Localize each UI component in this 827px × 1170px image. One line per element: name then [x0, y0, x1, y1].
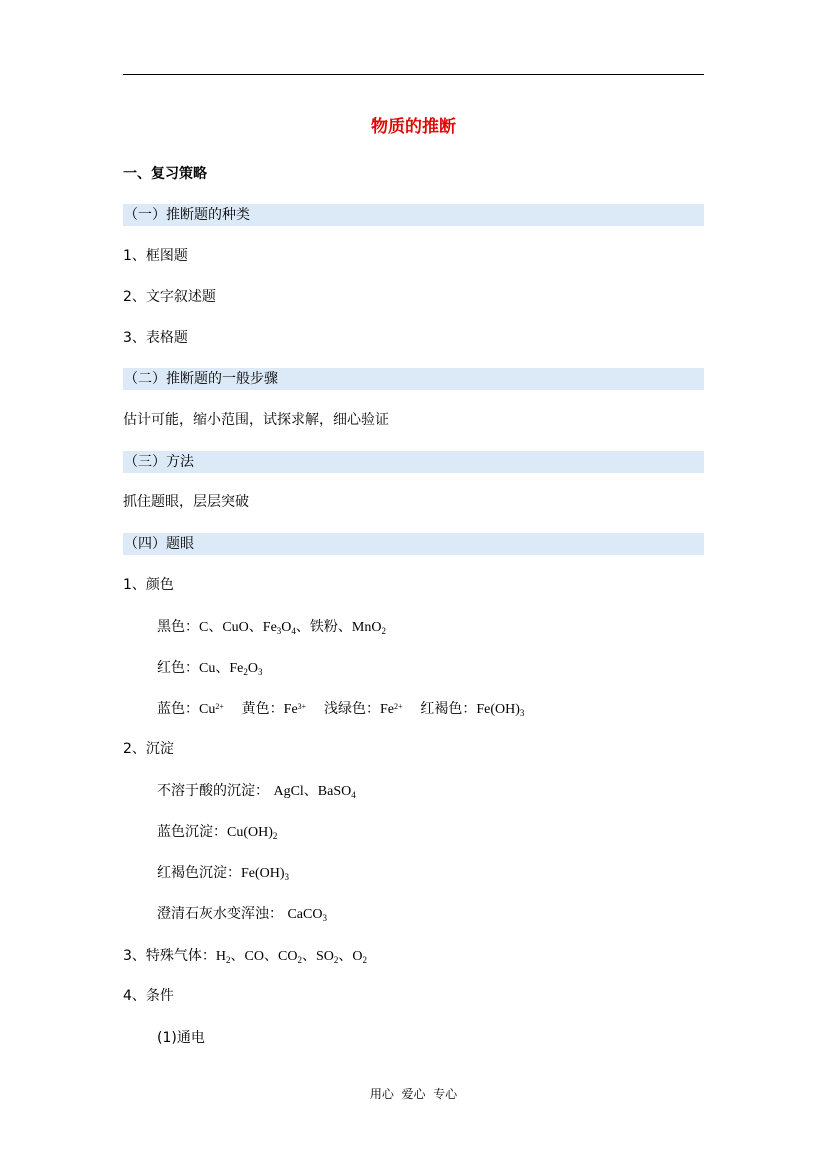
page-title: 物质的推断	[371, 117, 456, 137]
subsection-band-label: （三）方法	[124, 454, 194, 470]
subsection-band-method	[123, 451, 704, 473]
lightgreen-label: 浅绿色：	[324, 701, 380, 717]
red-cu: Cu	[199, 661, 216, 676]
subsection-band-general-steps	[123, 368, 704, 390]
ion-colors-line	[157, 699, 524, 720]
page-footer: 用心 爱心 专心	[369, 1087, 458, 1101]
method-text: 抓住题眼，层层突破	[123, 494, 249, 510]
color-heading: 1、颜色	[123, 577, 174, 593]
special-gas-line	[123, 946, 367, 967]
subsection-band-question-types	[123, 204, 704, 226]
limewater-label: 澄清石灰水变浑浊：	[157, 906, 283, 922]
lightgreen-ion: $Fe^{2+}$	[380, 702, 403, 717]
red-fe2o3: $Fe_2O_3$	[229, 661, 263, 677]
blue-precip-val: $Cu(OH)_2$	[227, 825, 278, 841]
redbrown-precip-val: $Fe(OH)_3$	[241, 866, 290, 882]
black-fe3o4: $Fe_3O_4$	[262, 620, 296, 636]
redbrown-precip-label: 红褐色沉淀：	[157, 865, 241, 881]
list-item-table: 3、表格题	[123, 330, 188, 346]
list-item-flowchart: 1、框图题	[123, 248, 188, 264]
black-cuo: CuO	[222, 620, 249, 635]
redbrown-val: $Fe(OH)_3$	[476, 702, 525, 718]
insoluble-val: AgCl、BaSO$_4$	[273, 784, 356, 800]
gas-label: 3、特殊气体：	[123, 948, 216, 964]
yellow-ion: $Fe^{3+}$	[283, 702, 307, 717]
blue-precipitate-line	[157, 822, 277, 843]
list-item-text-description: 2、文字叙述题	[123, 289, 216, 305]
blue-precip-label: 蓝色沉淀：	[157, 824, 227, 840]
subsection-band-label: （一）推断题的种类	[124, 207, 250, 223]
black-c: C	[199, 620, 209, 635]
subsection-band-key-clues	[123, 533, 704, 555]
subsection-band-label: （二）推断题的一般步骤	[124, 371, 278, 387]
redbrown-label: 红褐色：	[420, 701, 477, 717]
black-iron: 铁粉	[309, 619, 338, 635]
blue-label: 蓝色：	[157, 701, 199, 717]
yellow-label: 黄色：	[241, 701, 284, 717]
insoluble-precipitate-line	[157, 781, 356, 802]
subsection-band-label: （四）题眼	[124, 536, 194, 552]
precipitate-heading: 2、沉淀	[123, 741, 174, 757]
header-rule	[123, 74, 704, 75]
red-color-line: 红色：Cu、$Fe_2O_3$	[157, 660, 263, 677]
gas-val: $H_2$、CO、$CO_2$、$SO_2$、$O_2$	[215, 949, 367, 965]
condition-electrolysis: (1)通电	[157, 1030, 205, 1046]
insoluble-label: 不溶于酸的沉淀：	[157, 783, 269, 799]
section-heading-review-strategy: 一、复习策略	[123, 166, 207, 182]
black-color-line: 黑色：C、CuO、$Fe_3O_4$、铁粉、MnO$_2$	[157, 619, 386, 636]
steps-text: 估计可能，缩小范围，试探求解，细心验证	[123, 412, 389, 428]
black-mno2: MnO$_2$	[351, 620, 386, 636]
redbrown-precipitate-line	[157, 863, 289, 884]
limewater-val: CaCO$_3$	[287, 907, 327, 923]
black-label: 黑色：	[157, 619, 199, 635]
limewater-line	[157, 904, 327, 925]
condition-heading: 4、条件	[123, 988, 174, 1004]
blue-ion: $Cu^{2+}$	[199, 702, 224, 717]
red-label: 红色：	[157, 660, 199, 676]
